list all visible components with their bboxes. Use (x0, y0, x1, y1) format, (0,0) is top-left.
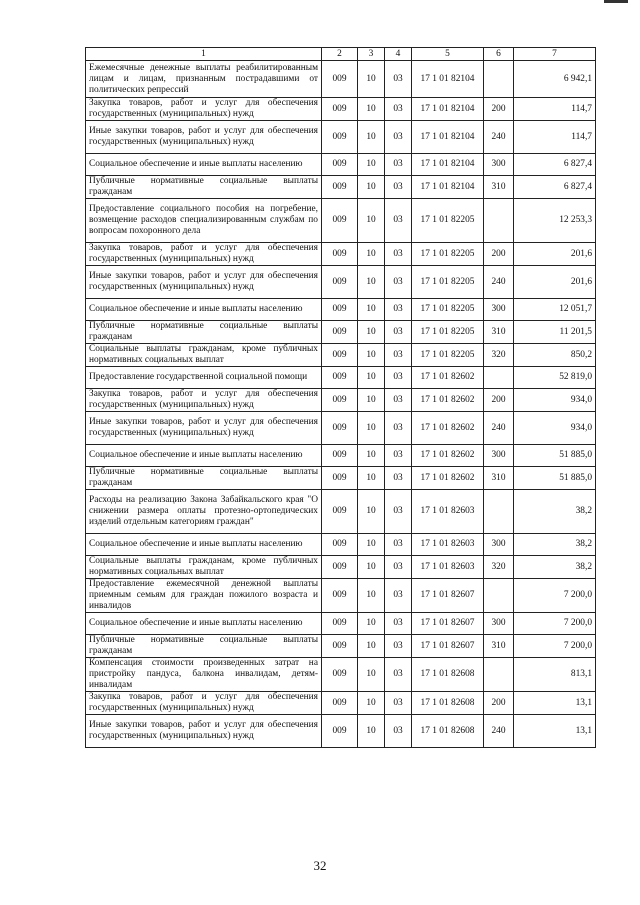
table-row (86, 61, 596, 98)
row-amount: 6 827,4 (514, 176, 596, 199)
table-row (86, 389, 596, 412)
row-subsection-code: 03 (385, 445, 412, 467)
row-target-code: 17 1 01 82205 (412, 199, 484, 243)
row-amount: 51 885,0 (514, 467, 596, 490)
row-name: Социальные выплаты гражданам, кроме публичных нормативных социальных выплат (86, 344, 322, 367)
row-section-code: 10 (358, 658, 385, 692)
column-header: 4 (385, 48, 412, 61)
row-name: Публичные нормативные социальные выплаты гражданам (86, 176, 322, 199)
row-ministry-code: 009 (322, 658, 358, 692)
column-header: 5 (412, 48, 484, 61)
table-body (86, 61, 596, 748)
row-target-code: 17 1 01 82603 (412, 490, 484, 534)
row-expense-type: 320 (484, 344, 514, 367)
row-name: Закупка товаров, работ и услуг для обеспечения государственных (муниципальных) нужд (86, 692, 322, 715)
row-expense-type (484, 199, 514, 243)
table-row (86, 490, 596, 534)
row-target-code: 17 1 01 82607 (412, 613, 484, 635)
row-ministry-code: 009 (322, 412, 358, 445)
row-subsection-code: 03 (385, 321, 412, 344)
row-ministry-code: 009 (322, 579, 358, 613)
row-expense-type (484, 579, 514, 613)
row-ministry-code: 009 (322, 154, 358, 176)
row-expense-type (484, 658, 514, 692)
row-section-code: 10 (358, 344, 385, 367)
row-section-code: 10 (358, 715, 385, 748)
row-expense-type: 310 (484, 321, 514, 344)
table-row (86, 321, 596, 344)
row-target-code: 17 1 01 82602 (412, 367, 484, 389)
row-target-code: 17 1 01 82607 (412, 579, 484, 613)
row-target-code: 17 1 01 82602 (412, 467, 484, 490)
row-name: Социальные выплаты гражданам, кроме публичных нормативных социальных выплат (86, 556, 322, 579)
row-amount: 201,6 (514, 243, 596, 266)
row-expense-type: 300 (484, 534, 514, 556)
row-target-code: 17 1 01 82602 (412, 389, 484, 412)
table-row (86, 635, 596, 658)
column-header: 6 (484, 48, 514, 61)
row-subsection-code: 03 (385, 176, 412, 199)
row-section-code: 10 (358, 199, 385, 243)
row-expense-type: 200 (484, 98, 514, 121)
row-target-code: 17 1 01 82205 (412, 266, 484, 299)
table-row (86, 692, 596, 715)
row-target-code: 17 1 01 82607 (412, 635, 484, 658)
row-expense-type: 200 (484, 243, 514, 266)
page-number: 32 (313, 858, 327, 873)
row-name: Публичные нормативные социальные выплаты гражданам (86, 635, 322, 658)
row-expense-type: 240 (484, 266, 514, 299)
row-target-code: 17 1 01 82603 (412, 534, 484, 556)
row-target-code: 17 1 01 82205 (412, 299, 484, 321)
row-section-code: 10 (358, 490, 385, 534)
row-subsection-code: 03 (385, 266, 412, 299)
row-section-code: 10 (358, 613, 385, 635)
row-target-code: 17 1 01 82104 (412, 98, 484, 121)
row-expense-type: 300 (484, 299, 514, 321)
row-section-code: 10 (358, 98, 385, 121)
table-row (86, 199, 596, 243)
row-section-code: 10 (358, 556, 385, 579)
table-row (86, 412, 596, 445)
row-ministry-code: 009 (322, 613, 358, 635)
row-ministry-code: 009 (322, 176, 358, 199)
row-ministry-code: 009 (322, 344, 358, 367)
row-amount: 13,1 (514, 715, 596, 748)
table-row (86, 534, 596, 556)
row-name: Социальное обеспечение и иные выплаты населению (86, 445, 322, 467)
row-subsection-code: 03 (385, 299, 412, 321)
row-expense-type: 200 (484, 692, 514, 715)
row-name: Иные закупки товаров, работ и услуг для обеспечения государственных (муниципальных) нужд (86, 121, 322, 154)
row-amount: 201,6 (514, 266, 596, 299)
row-section-code: 10 (358, 321, 385, 344)
row-subsection-code: 03 (385, 658, 412, 692)
row-target-code: 17 1 01 82205 (412, 321, 484, 344)
row-target-code: 17 1 01 82205 (412, 243, 484, 266)
row-amount: 934,0 (514, 412, 596, 445)
row-subsection-code: 03 (385, 98, 412, 121)
row-ministry-code: 009 (322, 445, 358, 467)
row-amount: 51 885,0 (514, 445, 596, 467)
row-section-code: 10 (358, 692, 385, 715)
row-name: Закупка товаров, работ и услуг для обеспечения государственных (муниципальных) нужд (86, 389, 322, 412)
row-ministry-code: 009 (322, 715, 358, 748)
row-expense-type: 300 (484, 445, 514, 467)
row-name: Публичные нормативные социальные выплаты гражданам (86, 467, 322, 490)
row-target-code: 17 1 01 82603 (412, 556, 484, 579)
row-amount: 13,1 (514, 692, 596, 715)
row-section-code: 10 (358, 635, 385, 658)
row-name: Иные закупки товаров, работ и услуг для обеспечения государственных (муниципальных) нужд (86, 266, 322, 299)
table-row (86, 613, 596, 635)
row-ministry-code: 009 (322, 321, 358, 344)
row-expense-type (484, 61, 514, 98)
row-amount: 52 819,0 (514, 367, 596, 389)
scan-mark (604, 0, 628, 3)
row-amount: 38,2 (514, 534, 596, 556)
row-subsection-code: 03 (385, 490, 412, 534)
row-subsection-code: 03 (385, 389, 412, 412)
row-expense-type: 320 (484, 556, 514, 579)
row-target-code: 17 1 01 82602 (412, 412, 484, 445)
row-amount: 6 942,1 (514, 61, 596, 98)
row-section-code: 10 (358, 243, 385, 266)
row-name: Социальное обеспечение и иные выплаты населению (86, 613, 322, 635)
row-subsection-code: 03 (385, 344, 412, 367)
row-ministry-code: 009 (322, 692, 358, 715)
row-name: Социальное обеспечение и иные выплаты населению (86, 299, 322, 321)
row-name: Социальное обеспечение и иные выплаты населению (86, 154, 322, 176)
row-target-code: 17 1 01 82608 (412, 715, 484, 748)
row-subsection-code: 03 (385, 715, 412, 748)
row-amount: 114,7 (514, 98, 596, 121)
row-amount: 38,2 (514, 556, 596, 579)
row-name: Предоставление ежемесячной денежной выплаты приемным семьям для граждан пожилого возраста и инвалидов (86, 579, 322, 613)
row-ministry-code: 009 (322, 490, 358, 534)
row-ministry-code: 009 (322, 266, 358, 299)
row-amount: 7 200,0 (514, 579, 596, 613)
row-amount: 12 253,3 (514, 199, 596, 243)
table-row (86, 98, 596, 121)
row-section-code: 10 (358, 579, 385, 613)
row-section-code: 10 (358, 266, 385, 299)
row-section-code: 10 (358, 299, 385, 321)
table-header-row (86, 48, 596, 61)
column-header: 7 (514, 48, 596, 61)
row-subsection-code: 03 (385, 692, 412, 715)
row-name: Иные закупки товаров, работ и услуг для обеспечения государственных (муниципальных) нужд (86, 412, 322, 445)
column-header: 3 (358, 48, 385, 61)
row-section-code: 10 (358, 121, 385, 154)
table-row (86, 266, 596, 299)
table-row (86, 367, 596, 389)
row-expense-type: 240 (484, 121, 514, 154)
row-amount: 850,2 (514, 344, 596, 367)
row-name: Компенсация стоимости произведенных затрат на пристройку пандуса, балкона инвалидам, детям-инвалидам (86, 658, 322, 692)
column-header: 1 (86, 48, 322, 61)
budget-table (85, 47, 596, 748)
row-name: Ежемесячные денежные выплаты реабилитированным лицам и лицам, признанным пострадавшими от политических репрессий (86, 61, 322, 98)
table-row (86, 154, 596, 176)
row-section-code: 10 (358, 534, 385, 556)
row-subsection-code: 03 (385, 467, 412, 490)
table-row (86, 579, 596, 613)
row-section-code: 10 (358, 412, 385, 445)
row-ministry-code: 009 (322, 199, 358, 243)
row-section-code: 10 (358, 445, 385, 467)
row-ministry-code: 009 (322, 243, 358, 266)
row-ministry-code: 009 (322, 556, 358, 579)
row-section-code: 10 (358, 467, 385, 490)
row-amount: 934,0 (514, 389, 596, 412)
row-target-code: 17 1 01 82602 (412, 445, 484, 467)
table-row (86, 243, 596, 266)
row-name: Предоставление государственной социальной помощи (86, 367, 322, 389)
row-name: Предоставление социального пособия на погребение, возмещение расходов специализированным службам по вопросам похоронного дела (86, 199, 322, 243)
row-subsection-code: 03 (385, 367, 412, 389)
row-name: Закупка товаров, работ и услуг для обеспечения государственных (муниципальных) нужд (86, 98, 322, 121)
row-target-code: 17 1 01 82104 (412, 154, 484, 176)
row-target-code: 17 1 01 82104 (412, 176, 484, 199)
row-section-code: 10 (358, 61, 385, 98)
row-amount: 7 200,0 (514, 613, 596, 635)
row-expense-type: 300 (484, 154, 514, 176)
row-subsection-code: 03 (385, 635, 412, 658)
table-row (86, 467, 596, 490)
row-amount: 38,2 (514, 490, 596, 534)
row-ministry-code: 009 (322, 367, 358, 389)
row-subsection-code: 03 (385, 243, 412, 266)
row-ministry-code: 009 (322, 121, 358, 154)
row-subsection-code: 03 (385, 534, 412, 556)
row-amount: 12 051,7 (514, 299, 596, 321)
row-ministry-code: 009 (322, 467, 358, 490)
row-expense-type: 310 (484, 635, 514, 658)
row-amount: 7 200,0 (514, 635, 596, 658)
row-section-code: 10 (358, 367, 385, 389)
table-row (86, 715, 596, 748)
row-ministry-code: 009 (322, 299, 358, 321)
row-expense-type (484, 367, 514, 389)
table-row (86, 445, 596, 467)
row-ministry-code: 009 (322, 61, 358, 98)
row-name: Иные закупки товаров, работ и услуг для обеспечения государственных (муниципальных) нужд (86, 715, 322, 748)
row-section-code: 10 (358, 389, 385, 412)
row-ministry-code: 009 (322, 98, 358, 121)
table-row (86, 299, 596, 321)
row-expense-type (484, 490, 514, 534)
row-expense-type: 240 (484, 715, 514, 748)
table-row (86, 176, 596, 199)
row-name: Закупка товаров, работ и услуг для обеспечения государственных (муниципальных) нужд (86, 243, 322, 266)
row-subsection-code: 03 (385, 579, 412, 613)
row-target-code: 17 1 01 82608 (412, 692, 484, 715)
row-subsection-code: 03 (385, 556, 412, 579)
row-amount: 11 201,5 (514, 321, 596, 344)
row-target-code: 17 1 01 82205 (412, 344, 484, 367)
row-name: Публичные нормативные социальные выплаты гражданам (86, 321, 322, 344)
row-amount: 6 827,4 (514, 154, 596, 176)
row-name: Расходы на реализацию Закона Забайкальского края "О снижении размера оплаты протезно-ортопедических изделий отдельным категориям граждан" (86, 490, 322, 534)
row-ministry-code: 009 (322, 635, 358, 658)
row-section-code: 10 (358, 176, 385, 199)
row-expense-type: 200 (484, 389, 514, 412)
row-name: Социальное обеспечение и иные выплаты населению (86, 534, 322, 556)
table-row (86, 121, 596, 154)
row-subsection-code: 03 (385, 121, 412, 154)
row-ministry-code: 009 (322, 389, 358, 412)
row-target-code: 17 1 01 82104 (412, 121, 484, 154)
row-expense-type: 310 (484, 467, 514, 490)
row-target-code: 17 1 01 82608 (412, 658, 484, 692)
table-row (86, 556, 596, 579)
column-header: 2 (322, 48, 358, 61)
row-subsection-code: 03 (385, 154, 412, 176)
row-subsection-code: 03 (385, 412, 412, 445)
row-target-code: 17 1 01 82104 (412, 61, 484, 98)
row-expense-type: 310 (484, 176, 514, 199)
row-amount: 813,1 (514, 658, 596, 692)
row-subsection-code: 03 (385, 199, 412, 243)
row-ministry-code: 009 (322, 534, 358, 556)
row-subsection-code: 03 (385, 61, 412, 98)
table-row (86, 658, 596, 692)
table-row (86, 344, 596, 367)
row-expense-type: 240 (484, 412, 514, 445)
row-section-code: 10 (358, 154, 385, 176)
row-amount: 114,7 (514, 121, 596, 154)
row-expense-type: 300 (484, 613, 514, 635)
row-subsection-code: 03 (385, 613, 412, 635)
